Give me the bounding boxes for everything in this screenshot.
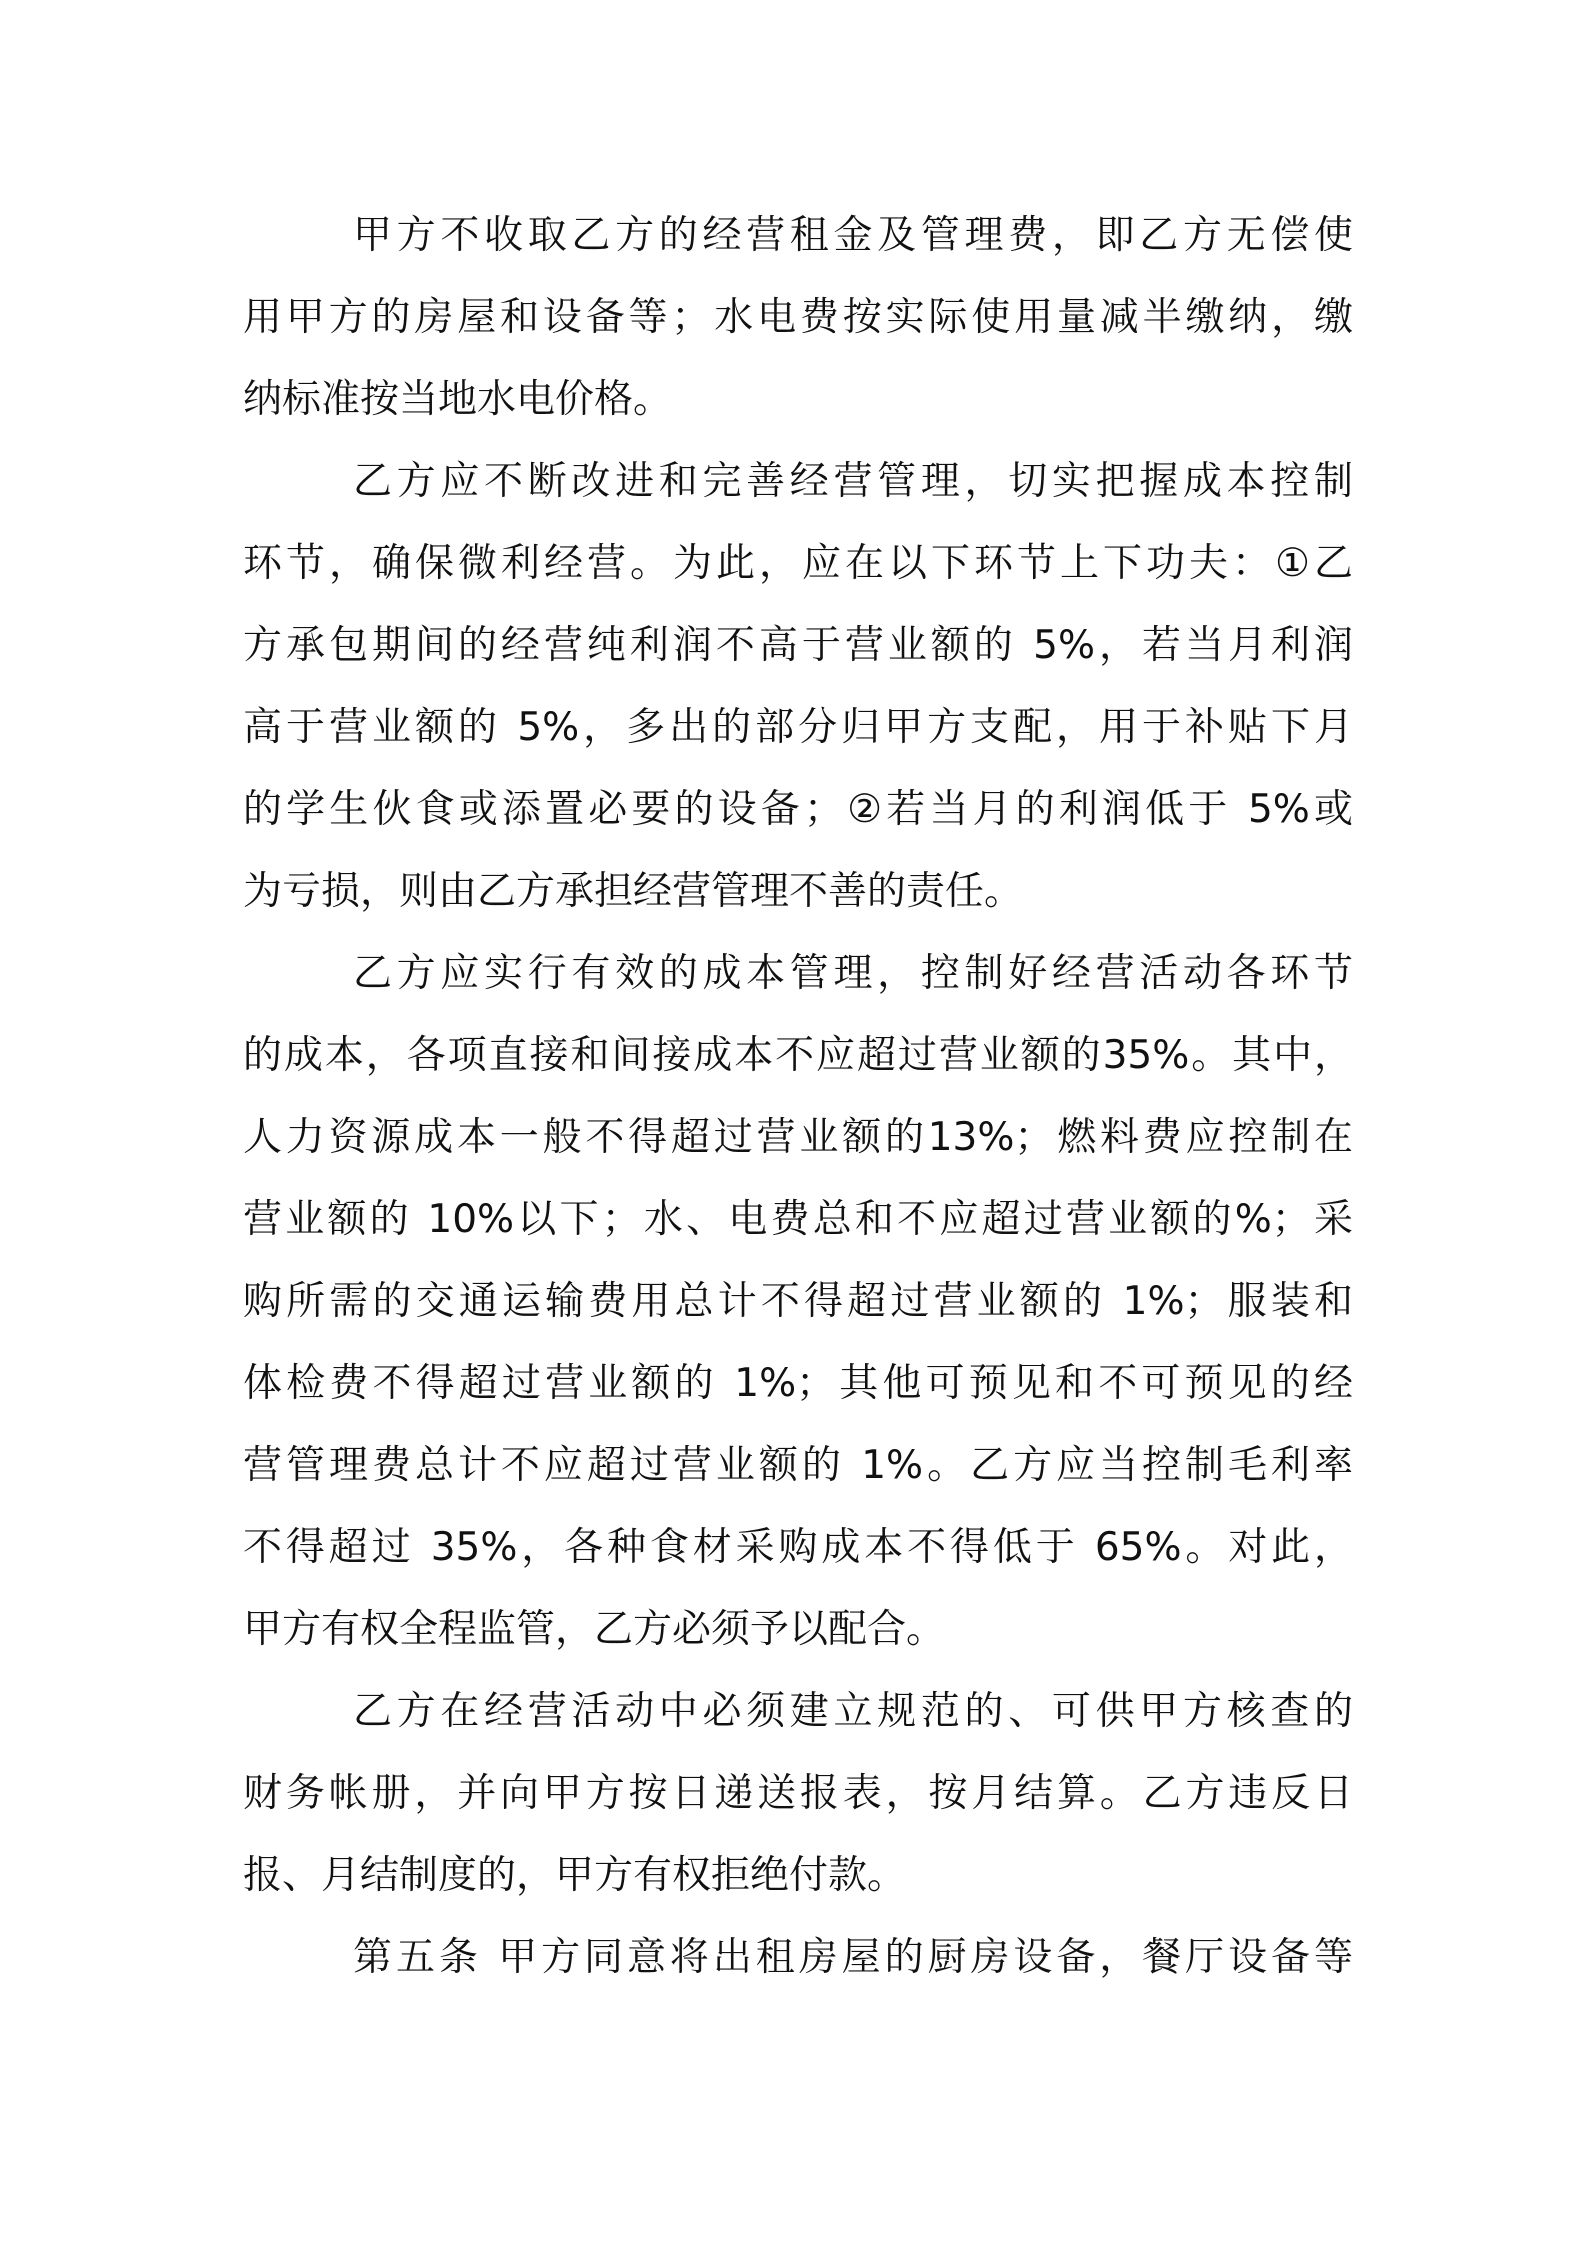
text-line: 乙方应实行有效的成本管理，控制好经营活动各环节: [353, 951, 1353, 996]
text-line: 方承包期间的经营纯利润不高于营业额的 5%，若当月利润: [243, 623, 1353, 668]
paragraph-cost-management: [243, 933, 1353, 1671]
text-line: 高于营业额的 5%，多出的部分归甲方支配，用于补贴下月: [243, 705, 1353, 750]
text-line: 甲方不收取乙方的经营租金及管理费，即乙方无偿使: [353, 213, 1353, 258]
text-line: 营管理费总计不应超过营业额的 1%。乙方应当控制毛利率: [243, 1443, 1353, 1488]
paragraph-article-five: [243, 1917, 1353, 1999]
text-line: 人力资源成本一般不得超过营业额的13%；燃料费应控制在: [243, 1115, 1353, 1160]
document-body: [243, 195, 1353, 1999]
text-line: 的成本，各项直接和间接成本不应超过营业额的35%。其中，: [243, 1033, 1353, 1078]
paragraph-management-profit: [243, 441, 1353, 933]
text-line: 营业额的 10%以下；水、电费总和不应超过营业额的%；采: [243, 1197, 1353, 1242]
text-line: 纳标准按当地水电价格。: [243, 377, 673, 422]
text-line: 体检费不得超过营业额的 1%；其他可预见和不可预见的经: [243, 1361, 1353, 1406]
text-line: 不得超过 35%，各种食材采购成本不得低于 65%。对此，: [243, 1525, 1353, 1570]
text-line: 为亏损，则由乙方承担经营管理不善的责任。: [243, 869, 1024, 914]
text-line: 甲方有权全程监管，乙方必须予以配合。: [243, 1607, 946, 1652]
text-line: 报、月结制度的，甲方有权拒绝付款。: [243, 1853, 907, 1898]
text-line: 乙方应不断改进和完善经营管理，切实把握成本控制: [353, 459, 1353, 504]
text-line: 乙方在经营活动中必须建立规范的、可供甲方核查的: [353, 1689, 1353, 1734]
text-line: 财务帐册，并向甲方按日递送报表，按月结算。乙方违反日: [243, 1771, 1353, 1816]
text-line: 用甲方的房屋和设备等；水电费按实际使用量减半缴纳，缴: [243, 295, 1353, 340]
paragraph-financial-records: [243, 1671, 1353, 1917]
text-line: 的学生伙食或添置必要的设备；②若当月的利润低于 5%或: [243, 787, 1353, 832]
paragraph-rent-fees: [243, 195, 1353, 441]
text-line: 第五条 甲方同意将出租房屋的厨房设备，餐厅设备等: [353, 1935, 1353, 1980]
text-line: 环节，确保微利经营。为此，应在以下环节上下功夫：①乙: [243, 541, 1353, 586]
text-line: 购所需的交通运输费用总计不得超过营业额的 1%；服装和: [243, 1279, 1353, 1324]
